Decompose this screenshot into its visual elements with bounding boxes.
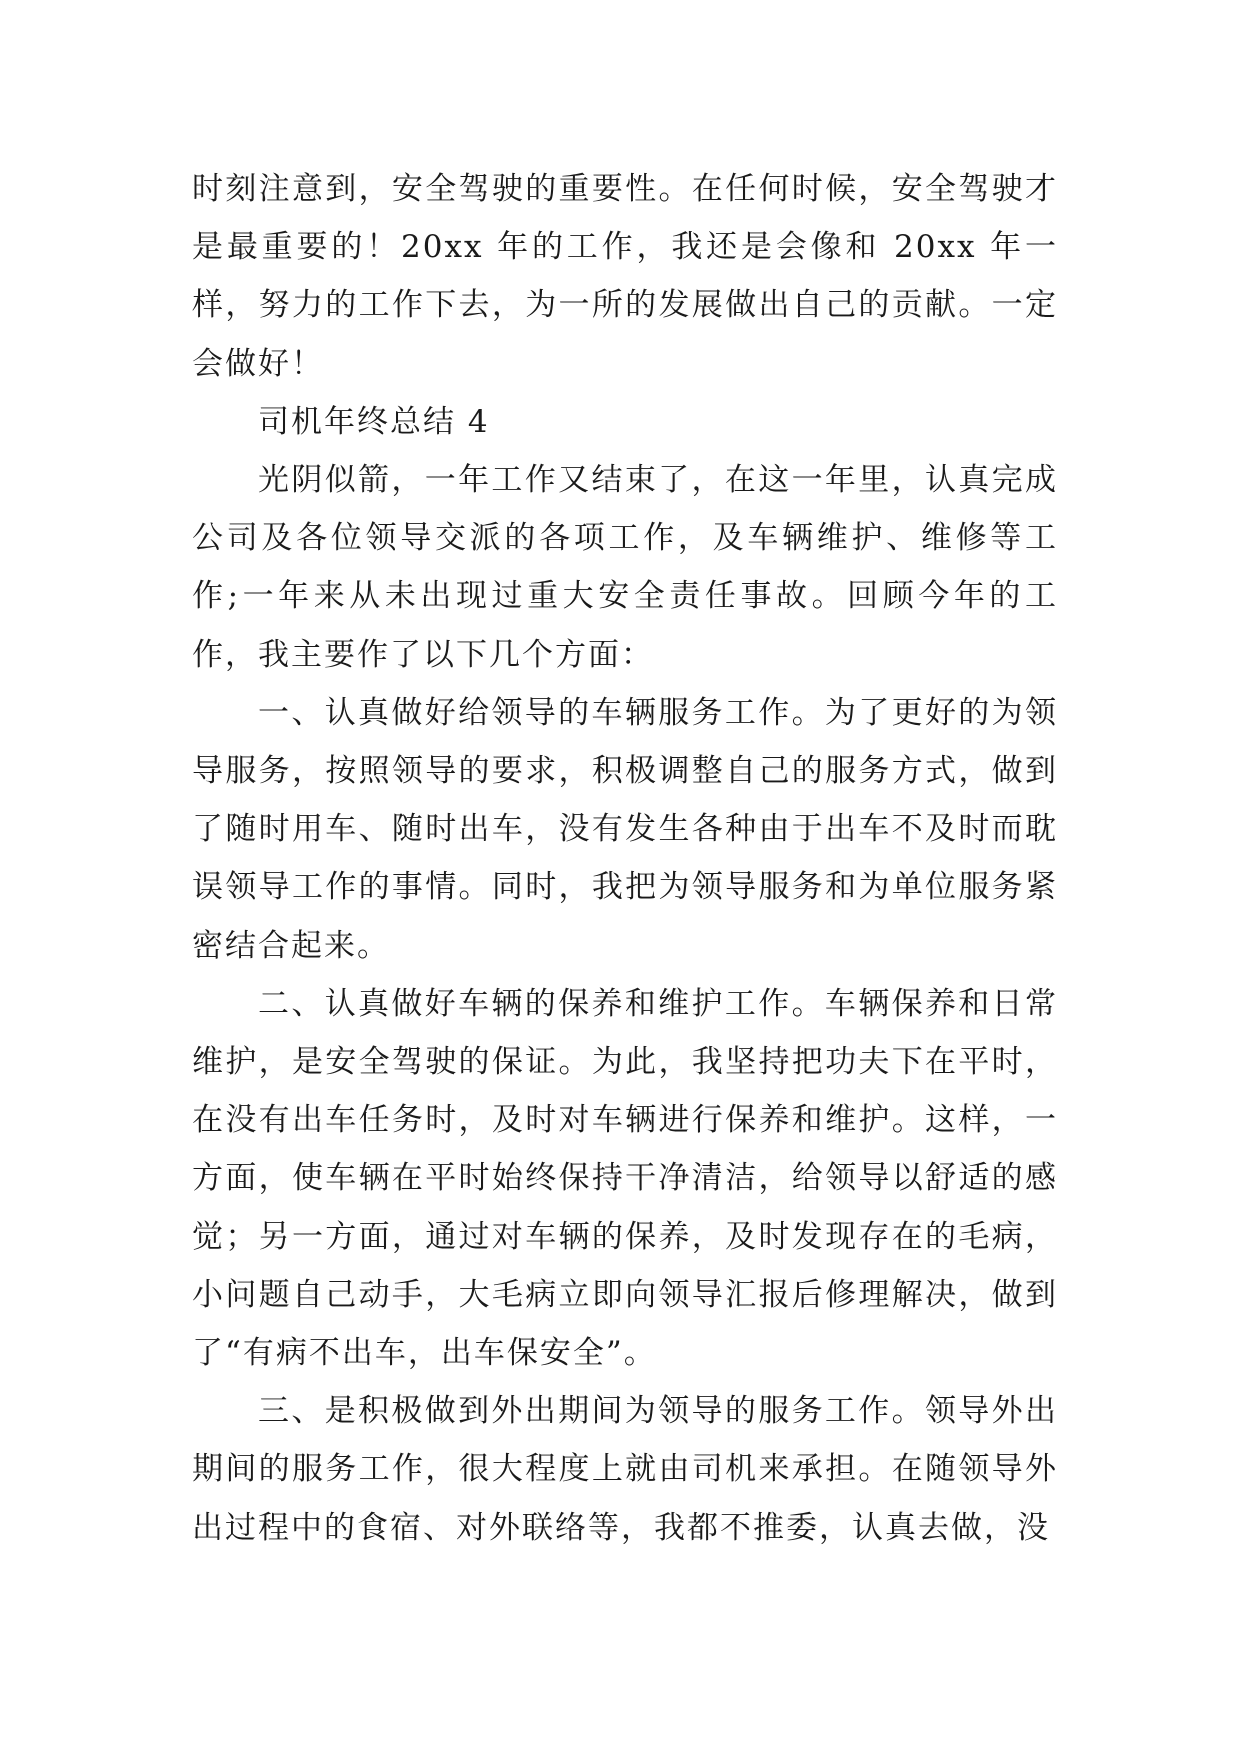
document-body	[192, 160, 1058, 1557]
paragraph-point-3: 三、是积极做到外出期间为领导的服务工作。领导外出期间的服务工作，很大程度上就由司机来承担。在随领导外出过程中的食宿、对外联络等，我都不推委，认真去做，没	[192, 1393, 1058, 1546]
paragraph-point-2: 二、认真做好车辆的保养和维护工作。车辆保养和日常维护，是安全驾驶的保证。为此，我坚持把功夫下在平时，在没有出车任务时，及时对车辆进行保养和维护。这样，一方面，使车辆在平时始终保持干净清洁，给领导以舒适的感觉；另一方面，通过对车辆的保养，及时发现存在的毛病，小问题自己动手，大毛病立即向领导汇报后修理解决，做到了“有病不出车，出车保安全”。	[192, 985, 1058, 1372]
section-heading: 司机年终总结 4	[258, 403, 490, 440]
paragraph-intro: 光阴似箭，一年工作又结束了，在这一年里，认真完成公司及各位领导交派的各项工作，及车辆维护、维修等工作;一年来从未出现过重大安全责任事故。回顾今年的工作，我主要作了以下几个方面：	[192, 462, 1058, 673]
paragraph-point-1: 一、认真做好给领导的车辆服务工作。为了更好的为领导服务，按照领导的要求，积极调整自己的服务方式，做到了随时用车、随时出车，没有发生各种由于出车不及时而耽误领导工作的事情。同时，我把为领导服务和为单位服务紧密结合起来。	[192, 694, 1058, 964]
paragraph-continuation: 时刻注意到，安全驾驶的重要性。在任何时候，安全驾驶才是最重要的！20xx 年的工作，我还是会像和 20xx 年一样，努力的工作下去，为一所的发展做出自己的贡献。一定会做好！	[192, 171, 1058, 382]
